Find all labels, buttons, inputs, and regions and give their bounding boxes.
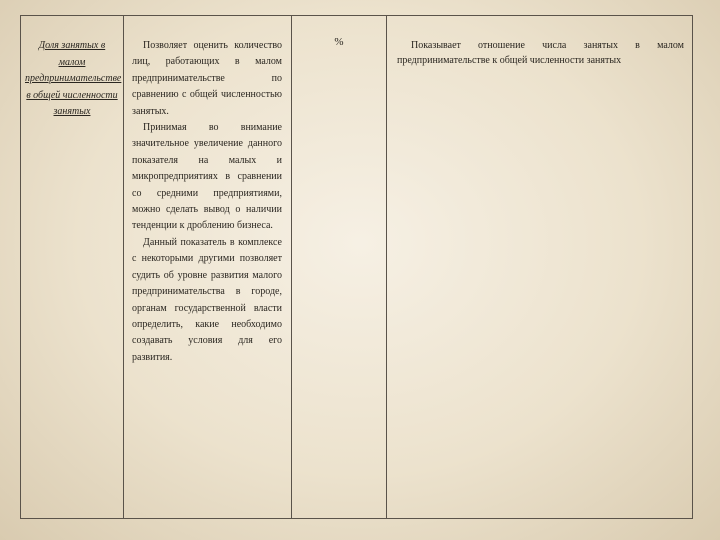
indicator-description xyxy=(132,38,282,366)
indicator-name-cell xyxy=(20,16,123,518)
indicator-table xyxy=(20,15,693,519)
description-paragraph-1: Позволяет оценить количество лиц, работающих в малом предпринимательстве по сравнению с общей численностью занятых. xyxy=(132,40,282,117)
description-paragraph-3: Данный показатель в комплексе с некоторыми другими позволяет судить об уровне развития малого предпринимательства в городе, органам государственной власти определить, какие необходимо создавать условия для его развития. xyxy=(132,236,282,363)
description-paragraph-2: Принимая во внимание значительное увеличение данного показателя на малых и микропредприятиях в сравнении со средними предприятиями, можно сделать вывод о наличии тенденции к дроблению бизнеса. xyxy=(132,122,282,232)
indicator-unit-cell xyxy=(291,16,386,518)
indicator-unit: % xyxy=(334,36,344,48)
indicator-note-cell xyxy=(386,16,693,518)
indicator-description-cell xyxy=(123,16,291,518)
indicator-note: Показывает отношение числа занятых в малом предпринимательстве к общей численности занятых xyxy=(397,40,684,66)
indicator-name: Доля занятых в малом предпринимательстве в общей численности занятых xyxy=(25,40,122,117)
